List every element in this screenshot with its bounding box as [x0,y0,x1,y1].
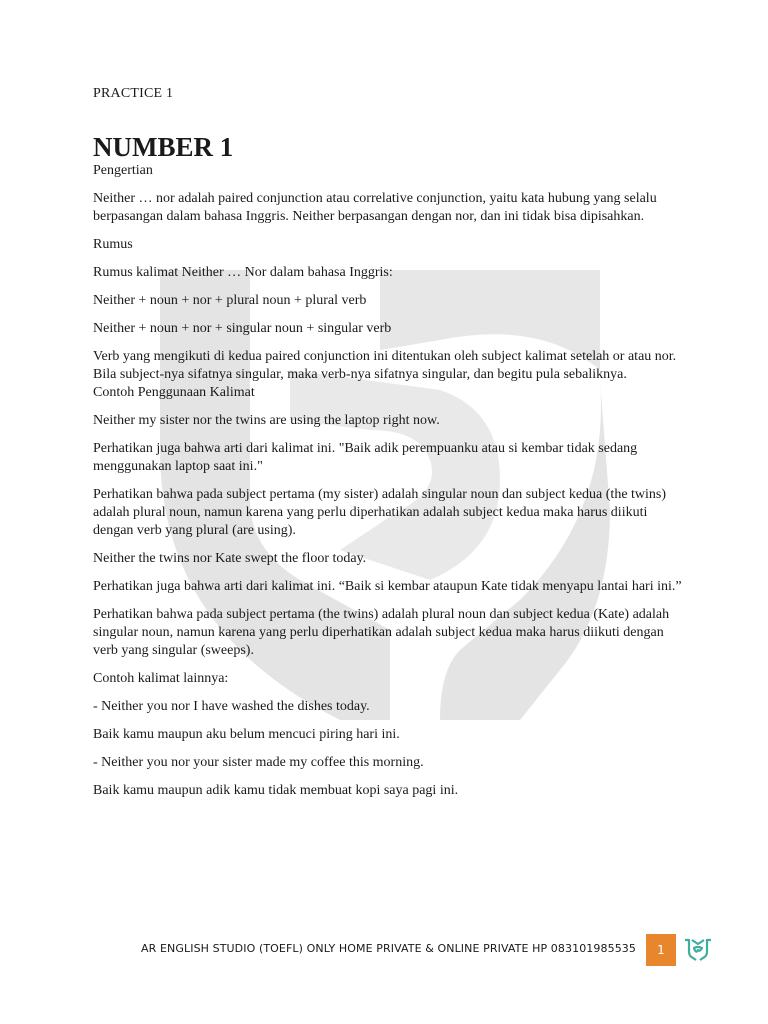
section-label-contoh: Contoh Penggunaan Kalimat [93,385,255,400]
page-title: NUMBER 1 [93,132,234,162]
footer-text: AR ENGLISH STUDIO (TOEFL) ONLY HOME PRIVATE & ONLINE PRIVATE HP 083101985535 [141,942,636,955]
section-label-other-examples: Contoh kalimat lainnya: [93,671,229,686]
definition-paragraph: Neither … nor adalah paired conjunction atau correlative conjunction, yaitu kata hubung yang selalu berpasangan dalam bahasa Inggris. Neither berpasangan dengan nor, dan ini tidak bisa dipisahkan. [93,191,657,224]
verb-rule-paragraph: Verb yang mengikuti di kedua paired conjunction ini ditentukan oleh subject kalimat setelah or atau nor. Bila subject-nya sifatnya singular, maka verb-nya sifatnya singular, dan begitu pula sebaliknya. [93,349,677,382]
formula-intro: Rumus kalimat Neither … Nor dalam bahasa Inggris: [93,265,393,280]
example-translation-1: Perhatikan juga bahwa arti dari kalimat ini. "Baik adik perempuanku atau si kembar tidak sedang menggunakan laptop saat ini." [93,441,638,474]
other-translation-1: Baik kamu maupun aku belum mencuci piring hari ini. [93,727,400,742]
other-example-1: - Neither you nor I have washed the dishes today. [93,699,370,714]
example-sentence-2: Neither the twins nor Kate swept the floor today. [93,551,367,566]
page-number-badge: 1 [646,934,676,966]
section-label-pengertian: Pengertian [93,163,153,178]
formula-singular: Neither + noun + nor + singular noun + singular verb [93,321,392,336]
other-example-2: - Neither you nor your sister made my coffee this morning. [93,755,424,770]
example-explanation-1: Perhatikan bahwa pada subject pertama (my sister) adalah singular noun dan subject kedua (the twins) adalah plural noun, namun karena yang perlu diperhatikan adalah subject kedua maka harus diikuti dengan verb yang plural (are using). [93,487,667,538]
formula-plural: Neither + noun + nor + plural noun + plural verb [93,293,367,308]
example-explanation-2: Perhatikan bahwa pada subject pertama (the twins) adalah plural noun dan subject kedua (Kate) adalah singular noun, namun karena yang perlu diperhatikan adalah subject kedua maka harus diikuti dengan verb yang singular (sweeps). [93,607,670,658]
document-content [93,86,683,810]
page-footer [0,934,768,966]
logo-icon [682,936,714,964]
other-translation-2: Baik kamu maupun adik kamu tidak membuat kopi saya pagi ini. [93,783,459,798]
section-label-rumus: Rumus [93,237,133,252]
example-translation-2: Perhatikan juga bahwa arti dari kalimat ini. “Baik si kembar ataupun Kate tidak menyapu lantai hari ini.” [93,579,682,594]
example-sentence-1: Neither my sister nor the twins are using the laptop right now. [93,413,440,428]
practice-label: PRACTICE 1 [93,86,174,101]
